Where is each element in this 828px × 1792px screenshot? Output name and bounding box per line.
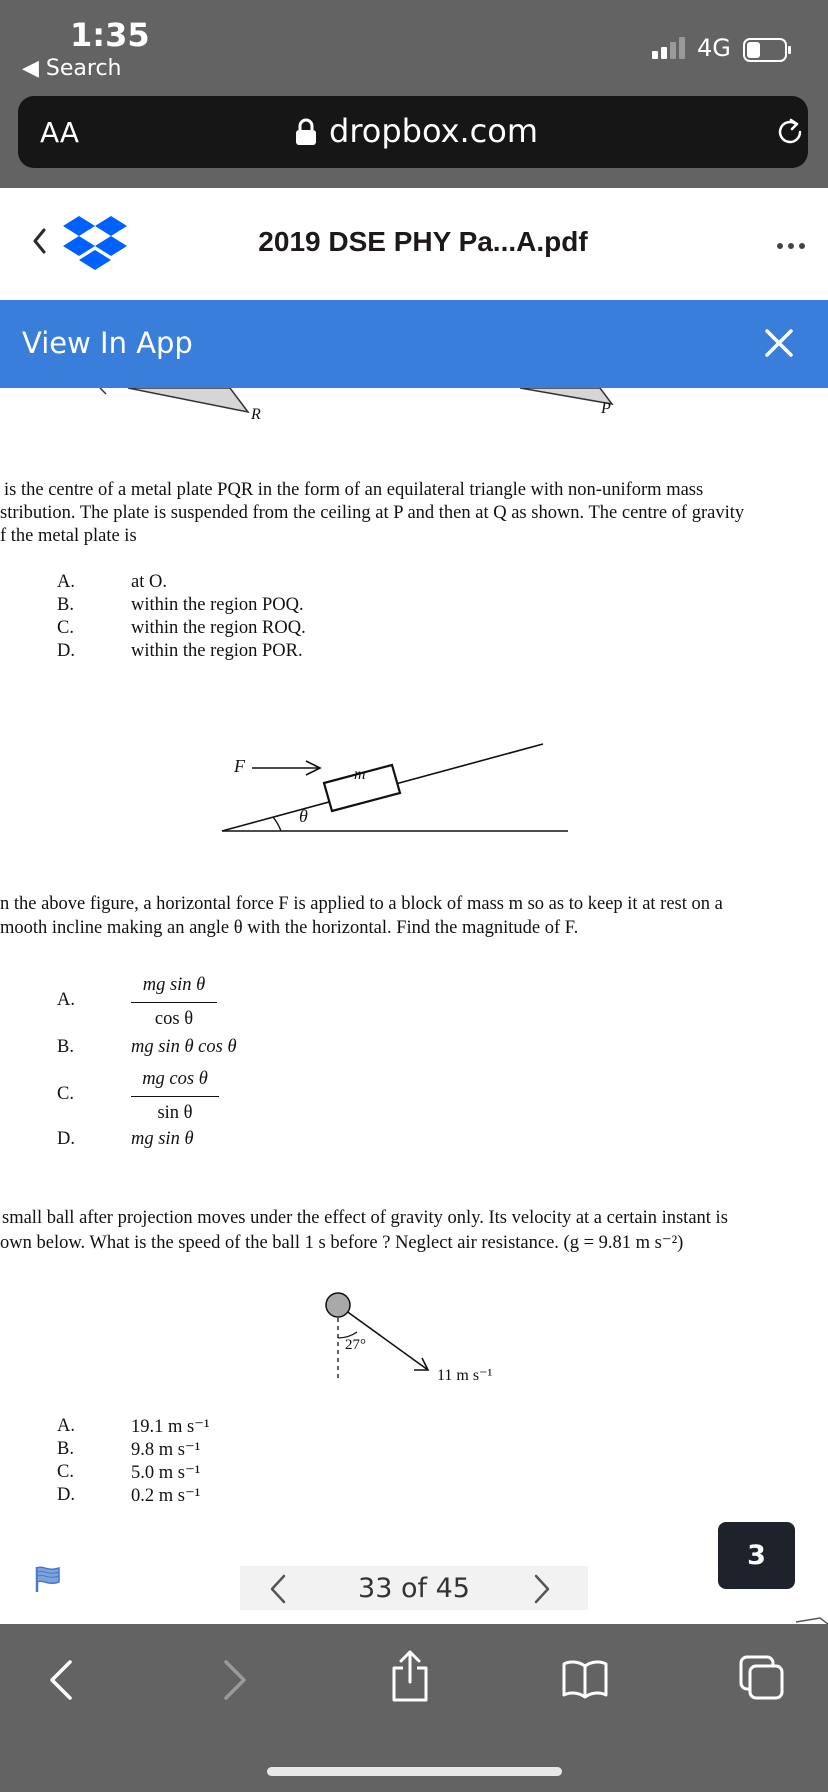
lock-icon bbox=[295, 118, 317, 146]
angle-label: 27° bbox=[345, 1337, 366, 1353]
next-page-icon[interactable] bbox=[532, 1574, 552, 1604]
share-icon[interactable] bbox=[389, 1650, 431, 1702]
option-letter: B. bbox=[57, 1439, 74, 1459]
question-text-line: small ball after projection moves under the effect of gravity only. Its velocity at a certain instant is bbox=[2, 1208, 728, 1228]
reload-icon[interactable] bbox=[774, 116, 806, 148]
angle-label: θ bbox=[299, 806, 308, 826]
velocity-label: 11 m s⁻¹ bbox=[437, 1367, 493, 1384]
option-letter: A. bbox=[57, 990, 75, 1010]
url-domain[interactable]: dropbox.com bbox=[329, 112, 539, 150]
status-time: 1:35 bbox=[70, 16, 150, 54]
forward-icon[interactable] bbox=[220, 1658, 250, 1702]
more-options-icon[interactable] bbox=[776, 242, 806, 250]
back-icon[interactable] bbox=[46, 1658, 76, 1702]
battery-icon bbox=[743, 38, 793, 62]
option-letter: A. bbox=[57, 1416, 75, 1436]
browser-toolbar bbox=[0, 90, 828, 188]
vertex-label-p: P bbox=[601, 400, 611, 417]
network-type: 4G bbox=[697, 34, 731, 62]
option-letter: D. bbox=[57, 1485, 75, 1505]
option-text: within the region POQ. bbox=[131, 595, 304, 615]
question-text-line: own below. What is the speed of the ball 1 s before ? Neglect air resistance. (g = 9.81 m s⁻²) bbox=[0, 1233, 684, 1253]
bookmarks-icon[interactable] bbox=[561, 1659, 609, 1699]
option-text: 5.0 m s⁻¹ bbox=[131, 1463, 201, 1483]
pdf-page bbox=[0, 388, 828, 1624]
option-letter: C. bbox=[57, 1084, 74, 1104]
question-text-line: n the above figure, a horizontal force F is applied to a block of mass m so as to keep it at rest on a bbox=[0, 894, 723, 914]
option-letter: A. bbox=[57, 572, 75, 592]
fraction-denominator: sin θ bbox=[157, 1103, 193, 1123]
option-letter: B. bbox=[57, 595, 74, 615]
option-letter: B. bbox=[57, 1037, 74, 1057]
view-in-app-banner[interactable] bbox=[0, 300, 828, 388]
option-letter: C. bbox=[57, 618, 74, 638]
flag-icon[interactable] bbox=[34, 1565, 62, 1593]
close-icon[interactable] bbox=[764, 328, 794, 358]
dropbox-logo-icon bbox=[62, 214, 128, 272]
bottom-toolbar bbox=[0, 1624, 828, 1792]
option-text: mg sin θ cos θ bbox=[131, 1037, 237, 1057]
option-text: within the region POR. bbox=[131, 641, 303, 661]
option-text: 0.2 m s⁻¹ bbox=[131, 1486, 201, 1506]
address-bar[interactable] bbox=[18, 96, 808, 168]
mass-label: m bbox=[354, 766, 366, 783]
option-letter: D. bbox=[57, 641, 75, 661]
option-text: at O. bbox=[131, 572, 167, 592]
question-text-line: is the centre of a metal plate PQR in the form of an equilateral triangle with non-uniform mass bbox=[4, 480, 704, 500]
question-text-line: stribution. The plate is suspended from the ceiling at P and then at Q as shown. The centre of gravity bbox=[0, 503, 745, 523]
back-to-search-link[interactable]: ◀ Search bbox=[22, 56, 122, 81]
page-number-badge[interactable]: 3 bbox=[718, 1522, 795, 1589]
dropbox-header bbox=[0, 188, 828, 300]
projectile-diagram bbox=[0, 388, 828, 1388]
option-text: 19.1 m s⁻¹ bbox=[131, 1417, 210, 1437]
home-indicator[interactable] bbox=[267, 1767, 562, 1776]
question-text-line: f the metal plate is bbox=[0, 526, 137, 546]
fraction-numerator: mg sin θ bbox=[131, 975, 217, 1003]
tabs-icon[interactable] bbox=[738, 1654, 786, 1702]
status-bar bbox=[0, 0, 828, 90]
file-title: 2019 DSE PHY Pa...A.pdf bbox=[258, 226, 588, 257]
back-chevron-icon[interactable] bbox=[30, 226, 50, 256]
option-text: within the region ROQ. bbox=[131, 618, 306, 638]
page-navigator bbox=[240, 1566, 588, 1610]
option-letter: D. bbox=[57, 1129, 75, 1149]
view-in-app-label[interactable]: View In App bbox=[22, 326, 193, 360]
option-text: mg sin θ bbox=[131, 1129, 194, 1149]
fraction-numerator: mg cos θ bbox=[131, 1069, 219, 1097]
fraction-denominator: cos θ bbox=[154, 1009, 194, 1029]
force-label: F bbox=[234, 756, 245, 776]
page-indicator: 33 of 45 bbox=[358, 1573, 470, 1604]
vertex-label-r: R bbox=[251, 406, 261, 423]
option-text: 9.8 m s⁻¹ bbox=[131, 1440, 201, 1460]
option-letter: C. bbox=[57, 1462, 74, 1482]
page-corner-mark bbox=[796, 1610, 828, 1624]
text-size-button[interactable]: AA bbox=[40, 116, 80, 149]
signal-icon bbox=[652, 37, 692, 59]
question-text-line: mooth incline making an angle θ with the horizontal. Find the magnitude of F. bbox=[0, 918, 579, 938]
